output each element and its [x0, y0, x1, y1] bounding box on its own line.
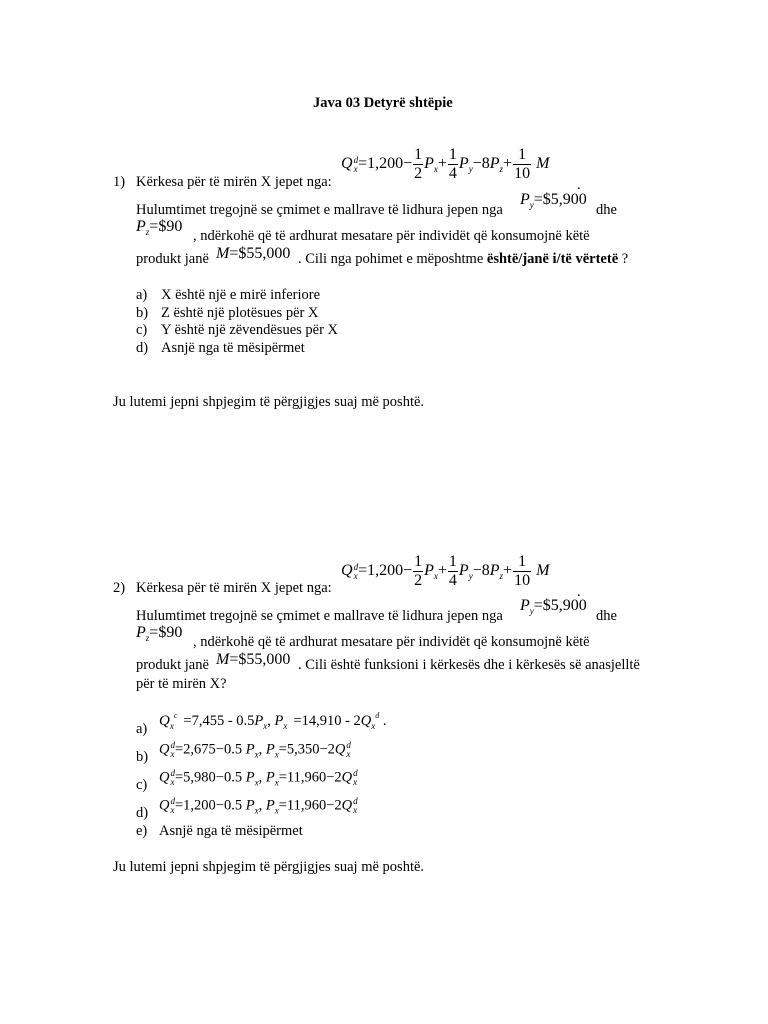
q1-demand-equation: Q d x =1,200− $\frac{1}{2}$ $P_x+$ $\frac{1}{4}$ $P_y-8P_z+$ $\frac{1}{10}$ M: [341, 146, 550, 182]
q1-option-c[interactable]: c) Y është një zëvendësues për X: [136, 322, 339, 338]
q1-m-value: M=$55,000: [216, 245, 291, 262]
q1-line2-dhe: dhe: [596, 202, 617, 218]
q1-line4: produkt janë: [136, 251, 209, 267]
q2-line4-question: . Cili është funksioni i kërkesës dhe i kërkesës së anasjelltë: [298, 657, 640, 673]
q1-line2: Hulumtimet tregojnë se çmimet e mallrave të lidhura jepen nga: [136, 202, 503, 218]
q2-option-b[interactable]: b) Q d x =2,675−0.5 $P_x$, $P_x=5,350-2Q$ d x: [136, 740, 351, 766]
q1-line4-question: . Cili nga pohimet e mëposhtme është/janë i/të vërtetë ?: [298, 251, 629, 267]
q2-demand-equation: Q d x =1,200− $\frac{1}{2}$ $P_x+$ $\frac{1}{4}$ $P_y-8P_z+$ $\frac{1}{10}$ M: [341, 553, 550, 589]
q1-option-d[interactable]: d) Asnjë nga të mësipërmet: [136, 339, 305, 356]
q2-equation-period: .: [577, 584, 581, 600]
q2-line3: , ndërkohë që të ardhurat mesatare për individët që konsumojnë këtë: [193, 634, 590, 650]
q1-intro: Kërkesa për të mirën X jepet nga:: [136, 174, 332, 190]
q2-number: 2): [113, 580, 126, 596]
q2-option-d[interactable]: d) Q d x =1,200−0.5 $P_x$, $P_x=11,960-2Q$ d x: [136, 796, 358, 822]
q2-line2-dhe: dhe: [596, 608, 617, 624]
q1-line3: , ndërkohë që të ardhurat mesatare për individët që konsumojnë këtë: [193, 228, 590, 244]
q1-option-b[interactable]: b) Z është një plotësues për X: [136, 304, 319, 321]
q2-option-e[interactable]: e) Asnjë nga të mësipërmet: [136, 823, 303, 839]
q2-intro: Kërkesa për të mirën X jepet nga:: [136, 580, 332, 596]
q1-option-a[interactable]: a) X është një e mirë inferiore: [136, 287, 321, 303]
q2-line2: Hulumtimet tregojnë se çmimet e mallrave të lidhura jepen nga: [136, 608, 503, 624]
q1-options: [136, 287, 338, 357]
q1-py-value: $P_y=\$5,900$: [520, 191, 587, 210]
q2-m-value: M=$55,000: [216, 651, 291, 668]
q1-answer-prompt: Ju lutemi jepni shpjegim të përgjigjes suaj më poshtë.: [113, 394, 425, 410]
q2-py-value: $P_y=\$5,900$: [520, 597, 587, 616]
q2-pz-value: $P_z=\$90$: [136, 624, 183, 643]
q2-line5: për të mirën X?: [136, 676, 227, 692]
q1-pz-value: $P_z=\$90$: [136, 218, 183, 237]
q1-number: 1): [113, 174, 126, 190]
page-title: Java 03 Detyrë shtëpie: [313, 95, 453, 111]
q2-option-a[interactable]: a) $Q_x^c =7,455 - 0.5P_x$, $P_x =14,910 - 2Q_x^d$ .: [136, 711, 387, 737]
q2-option-c[interactable]: c) Q d x =5,980−0.5 $P_x$, $P_x=11,960-2Q$ d x: [136, 768, 358, 794]
q2-answer-prompt: Ju lutemi jepni shpjegim të përgjigjes suaj më poshtë.: [113, 859, 425, 875]
q2-line4: produkt janë: [136, 657, 209, 673]
q1-equation-period: .: [577, 177, 581, 193]
